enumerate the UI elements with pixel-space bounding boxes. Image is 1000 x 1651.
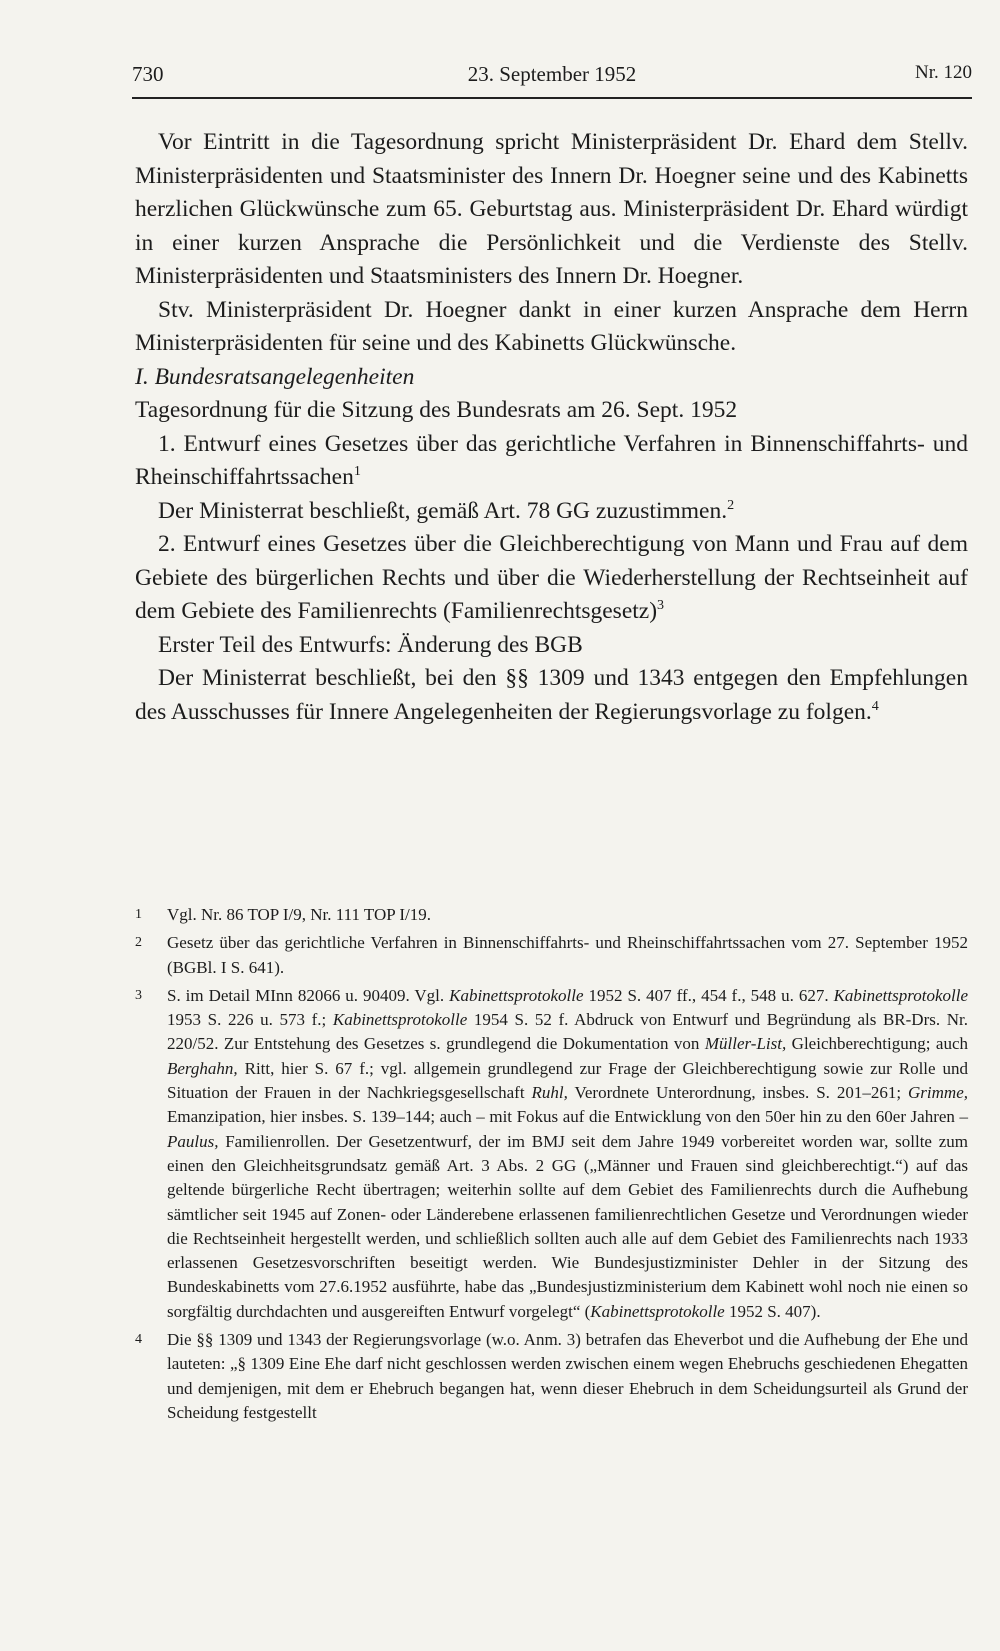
paragraph-birthday: Vor Eintritt in die Tagesordnung spricht Ministerpräsident Dr. Ehard dem Stellv. Ministerpräsidenten und Staatsminister des Innern Dr. Hoegner seine und des Kabinetts herzlichen Glückwünsche zum 65. Geburtstag aus. Ministerpräsident Dr. Ehard würdigt in einer kurzen Ansprache die Persönlichkeit und die Verdienste des Stellv. Ministerpräsidenten und Staatsministers des Innern Dr. Hoegner. xyxy=(135,129,968,289)
footnote-segment: S. im Detail MInn 82066 u. 90409. Vgl. xyxy=(167,985,450,1005)
paragraph-thanks: Stv. Ministerpräsident Dr. Hoegner dankt in einer kurzen Ansprache dem Herrn Ministerpräsidenten für seine und des Kabinetts Glückwünsche. xyxy=(135,296,968,356)
footnote-text: Vgl. Nr. 86 TOP I/9, Nr. 111 TOP I/19. xyxy=(167,905,431,924)
cited-title: Kabinettsprotokolle xyxy=(332,1010,468,1030)
agenda-item-2-text: 2. Entwurf eines Gesetzes über die Gleichberechtigung von Mann und Frau auf dem Gebiete des bürgerlichen Rechts und über die Wiederherstellung der Rechtseinheit auf dem Gebiete des Familienrechts (Familienrechtsgesetz) xyxy=(135,531,968,624)
part-heading: Erster Teil des Entwurfs: Änderung des BGB xyxy=(158,631,583,658)
cited-title: Kabinettsprotokolle xyxy=(590,1301,725,1321)
agenda-item-1-text: 1. Entwurf eines Gesetzes über das gerichtliche Verfahren in Binnenschiffahrts- und Rheinschiffahrtssachen xyxy=(135,430,968,490)
decision-1-text: Der Ministerrat beschließt, gemäß Art. 78 GG zuzustimmen. xyxy=(158,497,728,524)
footnote-segment: Emanzipation, hier insbes. S. 139–144; auch – mit Fokus auf die Entwicklung von den 50er hin zu den 60er Jahren – xyxy=(167,1107,968,1127)
footnote-ref[interactable]: 2 xyxy=(727,496,735,513)
footnote-segment: 1954 S. 52 f. Abdruck von Entwurf und Begründung als BR-Drs. Nr. 220/52. Zur Entstehung des Gesetzes s. grundlegend die Dokumentation von xyxy=(167,1010,968,1054)
footnote-4 xyxy=(135,1328,968,1425)
cited-author: Ruhl, xyxy=(531,1083,568,1103)
cited-author: Müller-List, xyxy=(704,1034,787,1054)
cited-title: Kabinettsprotokolle xyxy=(449,985,584,1005)
cited-author: Grimme, xyxy=(908,1083,968,1103)
footnote-mark: 1 xyxy=(135,907,142,922)
decision-2 xyxy=(135,662,968,729)
footnote-text xyxy=(167,984,968,1324)
agenda-item-1 xyxy=(135,428,968,495)
footnotes xyxy=(135,903,968,1425)
footnote-segment: Gleichberechtigung; auch xyxy=(786,1034,968,1054)
footnote-text: Die §§ 1309 und 1343 der Regierungsvorlage (w.o. Anm. 3) betrafen das Eheverbot und die Aufhebung der Ehe und lauteten: „§ 1309 Eine Ehe darf nicht geschlossen werden zwischen einem wegen Ehebruchs geschiedenen Ehegatten und demjenigen, mit dem er Ehebruch begangen hat, wenn dieser Ehebruch in dem Scheidungsurteil als Grund der Scheidung festgestellt xyxy=(167,1330,968,1422)
cited-author: Paulus, xyxy=(167,1131,219,1151)
page-number: 730 xyxy=(132,62,164,86)
footnote-mark: 2 xyxy=(135,935,142,951)
header-rule xyxy=(132,97,972,99)
cited-title: Kabinettsprotokolle xyxy=(833,985,968,1005)
footnote-segment: 1952 S. 407 ff., 454 f., 548 u. 627. xyxy=(583,985,834,1005)
section-heading: I. Bundesratsangelegenheiten xyxy=(135,363,415,390)
agenda-line: Tagesordnung für die Sitzung des Bundesrats am 26. Sept. 1952 xyxy=(135,397,738,423)
footnote-text: Gesetz über das gerichtliche Verfahren in Binnenschiffahrts- und Rheinschiffahrtssachen vom 27. September 1952 (BGBl. I S. 641). xyxy=(167,933,968,977)
footnote-mark: 3 xyxy=(135,987,142,1003)
main-text xyxy=(135,126,968,729)
footnote-mark: 4 xyxy=(135,1332,142,1348)
footnote-segment: Familienrollen. Der Gesetzentwurf, der im BMJ seit dem Jahre 1949 vorbereitet worden war, sollte zum einen den Gleichheitsgrundsatz gemäß Art. 3 Abs. 2 GG („Männer und Frauen sind gleichberechtigt.“) auf das geltende bürgerliche Recht übertragen; weiterhin sollte auf dem Gebiet des Familienrechts durch die Aufhebung sämtlicher seit 1945 auf Zonen- oder Länderebene erlassenen familienrechtlichen Gesetze und Verordnungen wieder die Rechtseinheit hergestellt werden, und schließlich sollten auch alle auf dem Gebiet des Familienrechts nach 1933 erlassenen Gesetzesvorschriften beseitigt werden. Wie Bundesjustizminister Dehler in der Sitzung des Bundeskabinetts vom 27.6.1952 ausführte, habe das „Bundesjustizministerium dem Kabinett wohl noch nie einen so sorgfältig durchdachten und ausgereiften Entwurf vorgelegt“ ( xyxy=(167,1131,968,1321)
issue-number: Nr. 120 xyxy=(915,62,972,83)
header-date: 23. September 1952 xyxy=(467,62,637,86)
footnote-ref[interactable]: 1 xyxy=(353,463,361,480)
decision-1 xyxy=(135,495,968,529)
decision-2-text: Der Ministerrat beschließt, bei den §§ 1309 und 1343 entgegen den Empfehlungen des Ausschusses für Innere Angelegenheiten der Regierungsvorlage zu folgen. xyxy=(135,665,968,725)
cited-author: Berghahn, xyxy=(167,1058,238,1078)
footnote-3 xyxy=(135,984,968,1324)
page-header xyxy=(132,62,972,92)
footnote-1 xyxy=(135,903,968,927)
footnote-ref[interactable]: 3 xyxy=(657,597,665,614)
agenda-item-2 xyxy=(135,528,968,629)
footnote-ref[interactable]: 4 xyxy=(871,697,879,714)
footnote-segment: 1952 S. 407). xyxy=(724,1301,821,1321)
footnote-2 xyxy=(135,931,968,980)
footnote-segment: 1953 S. 226 u. 573 f.; xyxy=(167,1010,333,1030)
footnote-segment: Ritt, hier S. 67 f.; vgl. allgemein grundlegend zur Frage der Gleichberechtigung sowie zur Rolle und Situation der Frauen in der Nachkriegsgesellschaft xyxy=(167,1058,968,1103)
footnote-segment: Verordnete Unterordnung, insbes. S. 201–261; xyxy=(567,1083,909,1103)
